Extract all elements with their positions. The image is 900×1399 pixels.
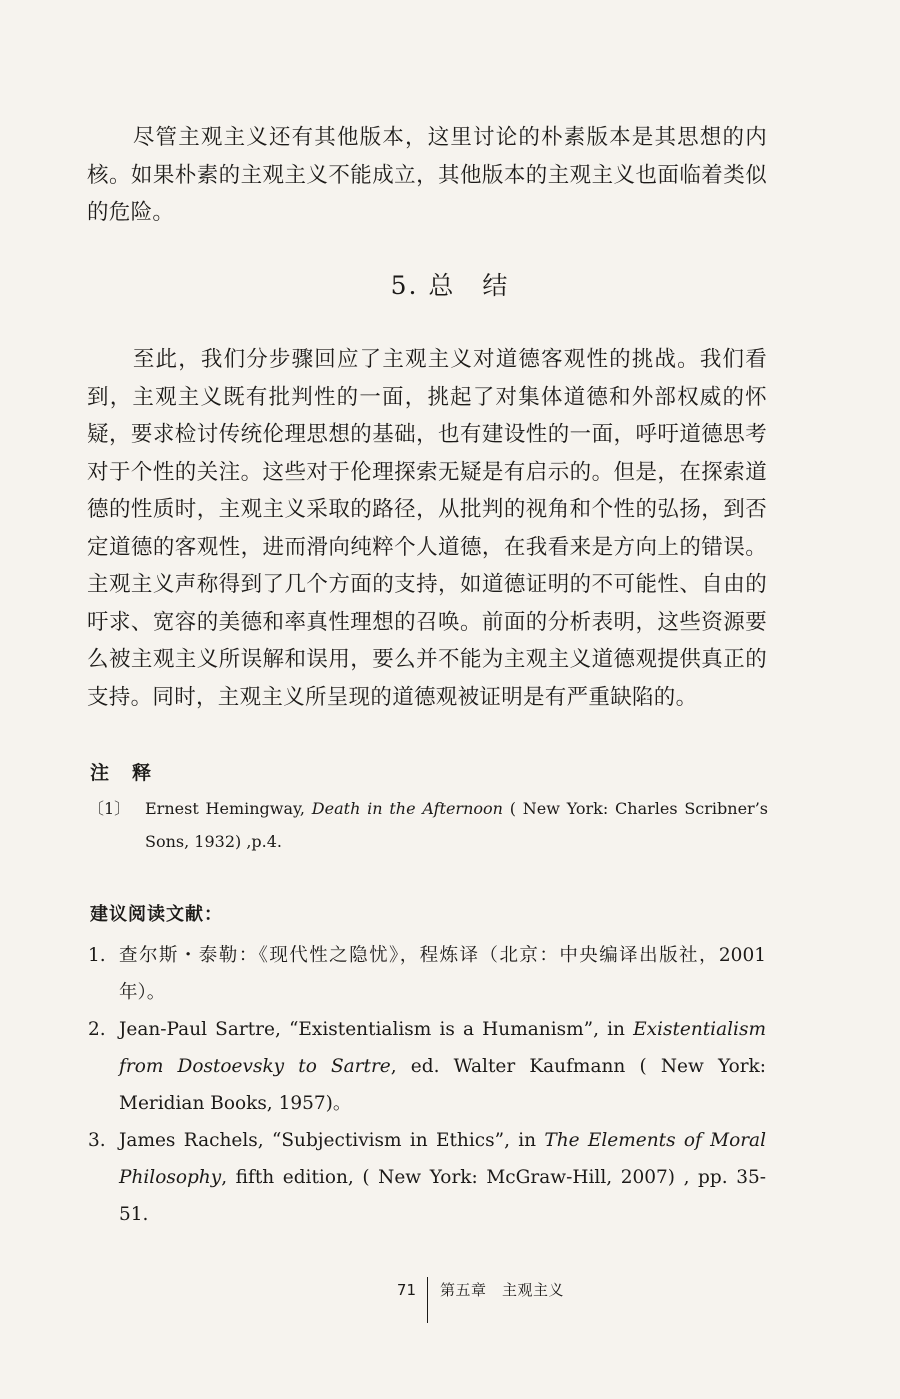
body-paragraph — [87, 341, 767, 716]
reading-item-publication: , ed. Walter Kaufmann ( New York: Meridian Books, 1957)。 — [119, 1056, 766, 1114]
reading-item-text — [119, 937, 766, 1011]
footer-divider — [427, 1277, 428, 1323]
reading-item-number: 3. — [88, 1130, 106, 1151]
paragraph-text: 尽管主观主义还有其他版本，这里讨论的朴素版本是其思想的内核。如果朴素的主观主义不能成立，其他版本的主观主义也面临着类似的危险。 — [87, 125, 767, 225]
footnote — [88, 792, 768, 858]
footnote-publication: ( New York: Charles Scribner’s Sons, 1932) ,p.4. — [145, 799, 768, 851]
footnote-text — [145, 792, 768, 858]
reading-heading: 建议阅读文献： — [90, 904, 223, 925]
body-paragraph — [87, 119, 767, 232]
reading-item-citation: James Rachels, “Subjectivism in Ethics”, in — [119, 1130, 545, 1151]
reading-item-text — [119, 1011, 766, 1122]
section-heading: 5. 总 结 — [390, 271, 510, 300]
running-footer-chapter: 第五章 主观主义 — [440, 1281, 565, 1299]
reading-item-citation: 查尔斯・泰勒：《现代性之隐忧》，程炼译（北京：中央编译出版社，2001 年）。 — [119, 945, 766, 1003]
reading-item-publication: , fifth edition, ( New York: McGraw-Hill, 2007) , pp. 35-51. — [119, 1167, 766, 1225]
reading-item — [88, 1122, 766, 1233]
footnote-author: Ernest Hemingway, — [145, 799, 312, 818]
reading-item-title: Existentialism from Dostoevsky to Sartre — [119, 1019, 766, 1077]
footnote-number: 〔1〕 — [88, 799, 131, 818]
notes-heading: 注 释 — [90, 762, 154, 784]
paragraph-text: 至此，我们分步骤回应了主观主义对道德客观性的挑战。我们看到，主观主义既有批判性的一面，挑起了对集体道德和外部权威的怀疑，要求检讨传统伦理思想的基础，也有建设性的一面，呼吁道德思考对于个性的关注。这些对于伦理探索无疑是有启示的。但是，在探索道德的性质时，主观主义采取的路径，从批判的视角和个性的弘扬，到否定道德的客观性，进而滑向纯粹个人道德，在我看来是方向上的错误。主观主义声称得到了几个方面的支持，如道德证明的不可能性、自由的吁求、宽容的美德和率真性理想的召唤。前面的分析表明，这些资源要么被主观主义所误解和误用，要么并不能为主观主义道德观提供真正的支持。同时，主观主义所呈现的道德观被证明是有严重缺陷的。 — [87, 347, 767, 710]
page-number: 71 — [396, 1281, 416, 1299]
footnote-book-title: Death in the Afternoon — [311, 799, 503, 818]
reading-item-citation: Jean-Paul Sartre, “Existentialism is a Humanism”, in — [119, 1019, 634, 1040]
reading-item-title: The Elements of Moral Philosophy — [119, 1130, 766, 1188]
reading-item-number: 1. — [88, 945, 106, 966]
reading-item-text — [119, 1122, 766, 1233]
reading-item — [88, 937, 766, 1011]
reading-item-number: 2. — [88, 1019, 106, 1040]
reading-item — [88, 1011, 766, 1122]
